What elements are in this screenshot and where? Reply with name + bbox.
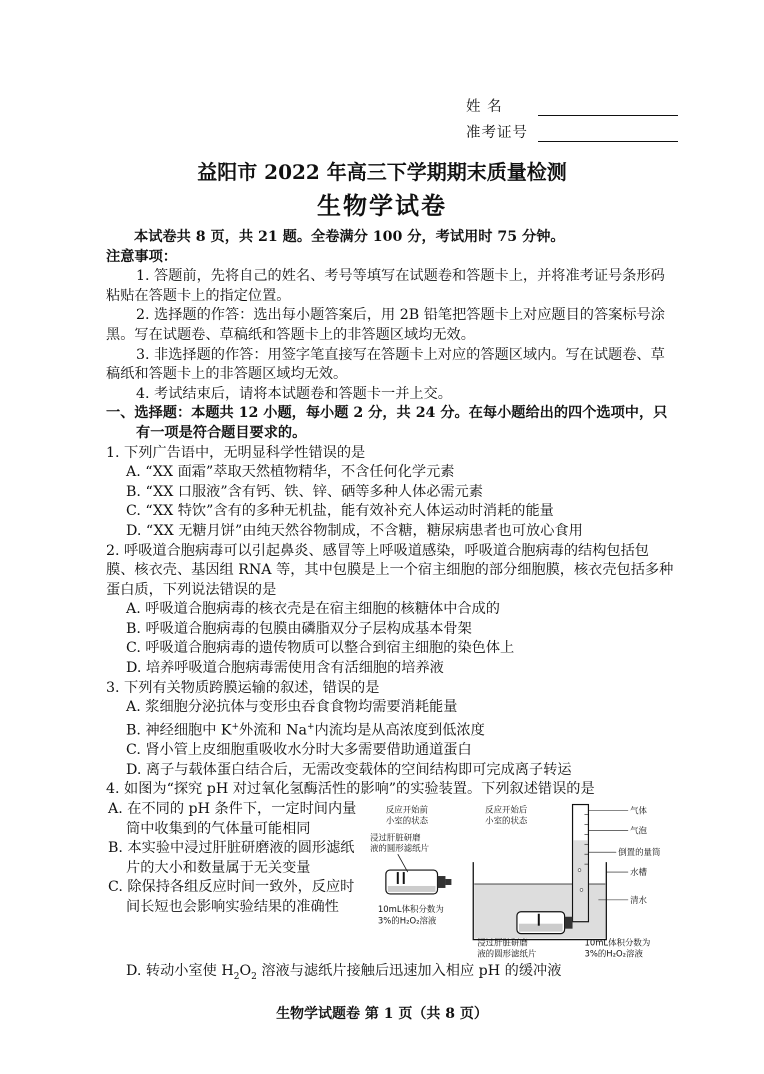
fig-label-paper2: 液的圆形滤纸片 (370, 843, 430, 854)
reaction-chamber-after (517, 912, 573, 934)
fig-label-before: 反应开始前 (386, 804, 429, 815)
option-c: C. 呼吸道合胞病毒的遗传物质可以整合到宿主细胞的染色体上 (126, 640, 515, 657)
notice-item: 4. 考试结束后，请将本试题卷和答题卡一并上交。 (136, 385, 452, 402)
question-4-options (106, 800, 362, 962)
section-heading: 一、选择题：本题共 12 小题，每小题 2 分，共 24 分。在每小题给出的四个选项中，只有一项是符合题目要求的。 (106, 405, 668, 441)
name-field (466, 90, 678, 116)
option-a: A. 在不同的 pH 条件下，一定时间内量筒中收集到的气体量可能相同 (108, 800, 357, 837)
notice-title: 注意事项： (106, 248, 177, 265)
exam-id-field (466, 116, 678, 142)
experiment-figure (368, 800, 676, 962)
exam-id-label: 准考证号 (466, 125, 528, 141)
option-a: A. “XX 面霜”萃取天然植物精华，不含任何化学元素 (126, 464, 455, 481)
fig-label-solution: 10mL体积分数为 (378, 903, 444, 914)
inverted-cylinder (573, 804, 589, 921)
fig-label-cylinder: 倒置的量筒 (618, 847, 661, 858)
page-title: 益阳市 2022 年高三下学期期末质量检测 (197, 160, 567, 184)
option-c: C. “XX 特饮”含有的多种无机盐，能有效补充人体运动时消耗的能量 (126, 503, 554, 520)
page-subtitle: 生物学试卷 (317, 191, 447, 220)
name-label: 姓 名 (466, 99, 503, 115)
fig-label-paper-right2: 液的圆形滤纸片 (477, 948, 537, 959)
question-stem: 2. 呼吸道合胞病毒可以引起鼻炎、感冒等上呼吸道感染，呼吸道合胞病毒的结构包括包膜、核衣壳、基因组 RNA 等，其中包膜是上一个宿主细胞的部分细胞膜，核衣壳包括多种蛋白质，下列说法错误的是 (106, 542, 674, 598)
fig-label-before2: 小室的状态 (386, 815, 429, 826)
candidate-info (466, 90, 678, 142)
reaction-chamber-before (386, 870, 452, 894)
fig-label-after: 反应开始后 (485, 804, 528, 815)
notice-item: 2. 选择题的作答：选出每小题答案后，用 2B 铅笔把答题卡上对应题目的答案标号涂黑。写在试题卷、草稿纸和答题卡上的非答题区域均无效。 (106, 307, 665, 343)
fig-label-solution2: 3%的H₂O₂溶液 (378, 915, 437, 926)
option-b: B. 呼吸道合胞病毒的包膜由磷脂双分子层构成基本骨架 (126, 620, 472, 637)
exam-id-blank[interactable] (538, 125, 678, 142)
notice-item: 3. 非选择题的作答：用签字笔直接写在答题卡上对应的答题区域内。写在试题卷、草稿纸和答题卡上的非答题区域均无效。 (106, 346, 665, 383)
question-stem: 3. 下列有关物质跨膜运输的叙述，错误的是 (106, 679, 380, 696)
option-c: C. 除保持各组反应时间一致外，反应时间长短也会影响实验结果的准确性 (108, 879, 355, 915)
fig-label-solution-right: 10mL体积分数为 (584, 937, 651, 948)
fig-label-solution-right2: 3%的H₂O₂溶液 (584, 948, 644, 959)
fig-label-trough: 水槽 (630, 866, 648, 877)
option-b: B. 本实验中浸过肝脏研磨液的圆形滤纸片的大小和数量属于无关变量 (108, 840, 355, 876)
exam-info: 本试卷共 8 页，共 21 题。全卷满分 100 分，考试用时 75 分钟。 (134, 229, 565, 245)
option-d: D. 培养呼吸道合胞病毒需使用含有活细胞的培养液 (126, 660, 444, 677)
fig-label-gas: 气体 (630, 805, 648, 816)
option-a: A. 呼吸道合胞病毒的核衣壳是在宿主细胞的核糖体中合成的 (126, 601, 500, 618)
fig-label-paper-right: 浸过肝脏研磨 (477, 937, 529, 948)
fig-label-after2: 小室的状态 (485, 815, 528, 826)
page-footer: 生物学试题卷 第 1 页（共 8 页） (276, 1006, 488, 1022)
question-stem: 1. 下列广告语中，无明显科学性错误的是 (106, 444, 366, 461)
fig-label-bubble: 气泡 (630, 825, 648, 836)
option-d: D. 离子与载体蛋白结合后，无需改变载体的空间结构即可完成离子转运 (126, 761, 572, 778)
option-d: D. “XX 无糖月饼”由纯天然谷物制成，不含糖，糖尿病患者也可放心食用 (126, 522, 583, 539)
option-b: B. 神经细胞中 K+外流和 Na+内流均是从高浓度到低浓度 (126, 721, 485, 739)
question-stem: 4. 如图为“探究 pH 对过氧化氢酶活性的影响”的实验装置。下列叙述错误的是 (106, 781, 595, 798)
notice-item: 1. 答题前，先将自己的姓名、考号等填写在试题卷和答题卡上，并将准考证号条形码粘贴在答题卡上的指定位置。 (106, 268, 665, 304)
exam-content (106, 228, 676, 987)
option-c: C. 肾小管上皮细胞重吸收水分时大多需要借助通道蛋白 (126, 742, 472, 759)
fig-label-water: 清水 (630, 894, 648, 905)
fig-label-paper: 浸过肝脏研磨 (370, 832, 421, 843)
name-blank[interactable] (538, 99, 678, 116)
option-a: A. 浆细胞分泌抗体与变形虫吞食食物均需要消耗能量 (126, 699, 458, 716)
question-4-body (106, 800, 676, 962)
option-d: D. 转动小室使 $H_2O_2$ 溶液与滤纸片接触后迅速加入相应 pH 的缓冲液 (126, 962, 562, 982)
option-b: B. “XX 口服液”含有钙、铁、锌、硒等多种人体必需元素 (126, 483, 483, 500)
